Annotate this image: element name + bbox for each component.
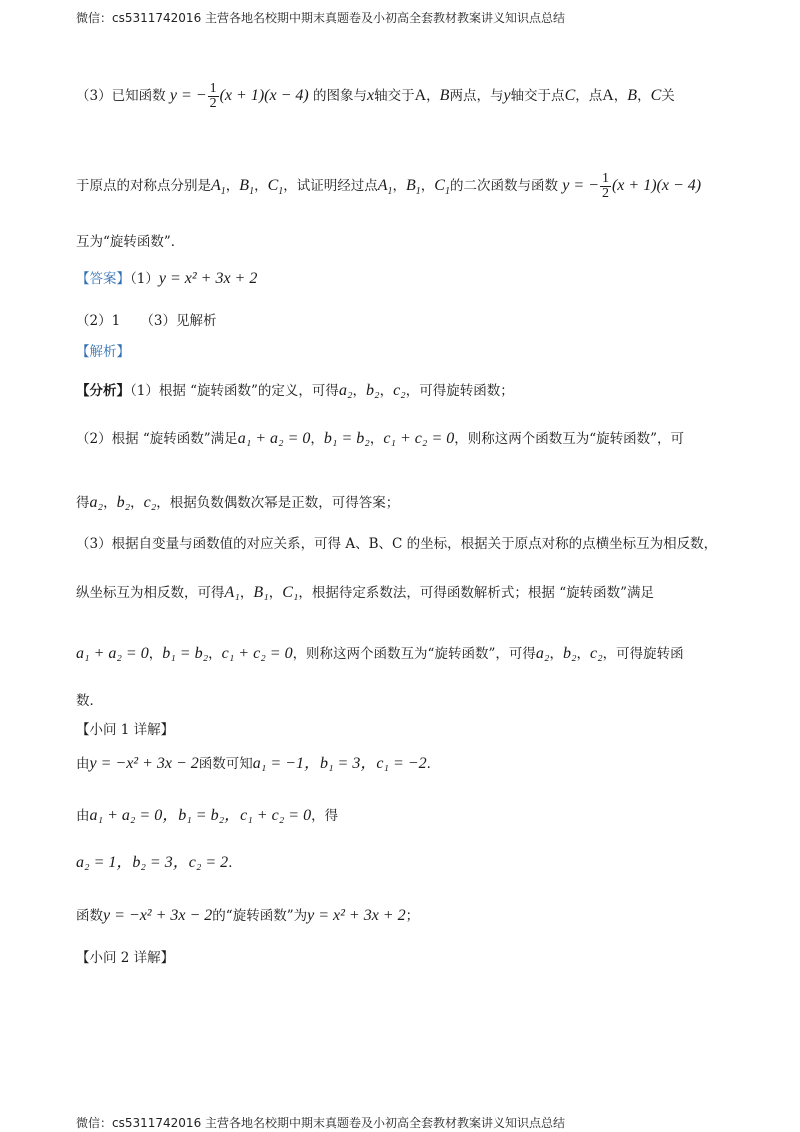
fenxi-line-3: 得a₂，b₂，c₂，根据负数偶数次幂是正数，可得答案； [76, 494, 400, 511]
fenxi-line-6: a₁ + a₂ = 0，b₁ = b₂，c₁ + c₂ = 0，则称这两个函数互为“旋转函数”，可得a₂，b₂，c₂，可得旋转函 [76, 645, 684, 662]
text: 得 [76, 495, 90, 511]
var: A₁ [224, 584, 240, 601]
formula: (x + 1)(x − 4) [611, 177, 702, 194]
formula: c₁ + c₂ = 0 [221, 645, 293, 662]
formula: a₁ + a₂ = 0 [76, 645, 149, 662]
q3-line-2: 于原点的对称点分别是$A_1$，$B_1$，$C_1$，试证明经过点$A_1$，$B_1$，$C_1$的二次函数与函数 y = − $\frac{1}{2}$ (x + 1)(x − 4) [76, 171, 702, 201]
point-b: B [439, 87, 450, 104]
text: 函数 [76, 908, 103, 924]
point-c1: $C_1$ [267, 177, 284, 198]
fenxi-line-4: （3）根据自变量与函数值的对应关系，可得 A、B、C 的坐标，根据关于原点对称的点横坐标互为相反数， [76, 536, 718, 552]
formula: y = −x² + 3x − 2 [89, 755, 199, 772]
text: 两点，与 [449, 88, 504, 104]
text: （1） [130, 271, 159, 287]
var-x: x [367, 87, 375, 104]
text: ，根据待定系数法，可得函数解析式；根据 “旋转函数”满足 [298, 585, 655, 601]
s1-line-3: a₂ = 1，b₂ = 3，c₂ = 2． [76, 854, 242, 871]
text: ，根据负数偶数次幂是正数，可得答案； [156, 495, 400, 511]
text: 函数可知 [198, 756, 253, 772]
formula: y = x² + 3x + 2 [307, 907, 406, 924]
point-a: A [414, 87, 427, 104]
point-c: C [650, 87, 662, 104]
q3-line-1: （3）已知函数 y = − $\frac{1}{2}$ (x + 1)(x − 4) 的图象与x轴交于A，B两点，与y轴交于点C，点A，B，C关 [76, 81, 675, 111]
page-footer: 微信：cs5311742016 主营各地名校期中期末真题卷及小初高全套教材教案讲义知识点总结 [76, 1116, 566, 1130]
formula: b₁ = b₂ [323, 430, 370, 447]
formula: a₁ + a₂ = 0 [237, 430, 311, 447]
var: c₂ [393, 382, 406, 399]
var: a₂ [535, 645, 550, 662]
text: ，得 [311, 808, 339, 824]
formula: (x + 1)(x − 4) [219, 87, 309, 104]
point-b: B [627, 87, 638, 104]
text: 轴交于点 [510, 88, 565, 104]
fenxi-label: 【分析】 [76, 383, 130, 399]
text: 的图象与 [313, 88, 367, 104]
s2-label: 【小问 2 详解】 [76, 950, 175, 966]
answer-line [76, 268, 257, 290]
formula: y = −x² + 3x − 2 [103, 907, 213, 924]
var-y: y [503, 87, 511, 104]
point-c1: $C_1$ [434, 177, 450, 198]
fenxi-line-5: 纵坐标互为相反数，可得A₁，B₁，C₁，根据待定系数法，可得函数解析式；根据 “旋转函数”满足 [76, 584, 655, 601]
point-b1: $B_1$ [406, 177, 421, 198]
text: ，试证明经过点 [283, 178, 378, 194]
text: （2）根据 “旋转函数”满足 [76, 431, 238, 447]
fenxi-line-7: 数． [76, 693, 103, 709]
answer-label: 【答案】 [76, 271, 130, 287]
text: ，则称这两个函数互为“旋转函数”，可 [454, 431, 685, 447]
text: ，点 [575, 88, 603, 104]
var: b₂ [366, 382, 380, 399]
point-b1: $B_1$ [239, 177, 255, 198]
s1-line-2 [76, 805, 338, 827]
text: ，可得旋转函 [602, 646, 684, 662]
q3-line-3: 互为“旋转函数”． [76, 234, 185, 250]
point-a: A [602, 87, 614, 104]
point-a1: $A_1$ [211, 177, 226, 198]
text: （1）根据 “旋转函数”的定义，可得 [130, 383, 339, 399]
text: ，可得旋转函数； [405, 383, 514, 399]
formula: b₁ = b₂ [162, 645, 209, 662]
text: 由 [76, 808, 90, 824]
page-header: 微信：cs5311742016 主营各地名校期中期末真题卷及小初高全套教材教案讲义知识点总结 [76, 11, 566, 25]
var: b₂ [562, 645, 577, 662]
formula: y = − [562, 177, 599, 194]
formula: y = − [169, 87, 207, 104]
text: ，则称这两个函数互为“旋转函数”，可得 [292, 646, 536, 662]
formula: c₁ + c₂ = 0 [383, 430, 455, 447]
text: 轴交于 [374, 88, 415, 104]
var: c₂ [590, 645, 603, 662]
var: b₂ [116, 494, 131, 511]
s1-line-4: 函数y = −x² + 3x − 2的“旋转函数”为y = x² + 3x + 2； [76, 907, 420, 924]
fraction: $\frac{1}{2}$ [601, 171, 609, 201]
fenxi-line-1: 【分析】（1）根据 “旋转函数”的定义，可得a₂，b₂，c₂，可得旋转函数； [76, 382, 514, 399]
text: 由 [76, 756, 90, 772]
text: 于原点的对称点分别是 [76, 178, 211, 194]
analysis-label: 【解析】 [76, 344, 130, 360]
var: c₂ [143, 494, 157, 511]
point-c: C [564, 87, 576, 104]
text: （3）已知函数 [76, 88, 166, 104]
s1-label: 【小问 1 详解】 [76, 722, 175, 738]
point-a1: $A_1$ [377, 177, 393, 198]
formula: a₁ = −1，b₁ = 3，c₁ = −2 [252, 755, 427, 772]
var: a₂ [338, 382, 353, 399]
text: 的“旋转函数”为 [212, 908, 308, 924]
formula: a₂ = 1，b₂ = 3，c₂ = 2 [76, 854, 229, 871]
var: B₁ [253, 584, 269, 601]
fraction: $\frac{1}{2}$ [209, 81, 217, 111]
formula: y = x² + 3x + 2 [158, 270, 258, 287]
var: a₂ [89, 494, 104, 511]
fenxi-line-2: （2）根据 “旋转函数”满足a₁ + a₂ = 0，b₁ = b₂，c₁ + c₂ = 0，则称这两个函数互为“旋转函数”，可 [76, 430, 685, 447]
answer-line-2: （2）1 （3）见解析 [76, 313, 217, 329]
text: 纵坐标互为相反数，可得 [76, 585, 225, 601]
formula: a₁ + a₂ = 0，b₁ = b₂，c₁ + c₂ = 0 [89, 807, 312, 824]
text: 关 [661, 88, 675, 104]
var: C₁ [282, 584, 299, 601]
text: 的二次函数与函数 [449, 178, 558, 194]
s1-line-1: 由y = −x² + 3x − 2函数可知a₁ = −1，b₁ = 3，c₁ = −2． [76, 755, 441, 772]
